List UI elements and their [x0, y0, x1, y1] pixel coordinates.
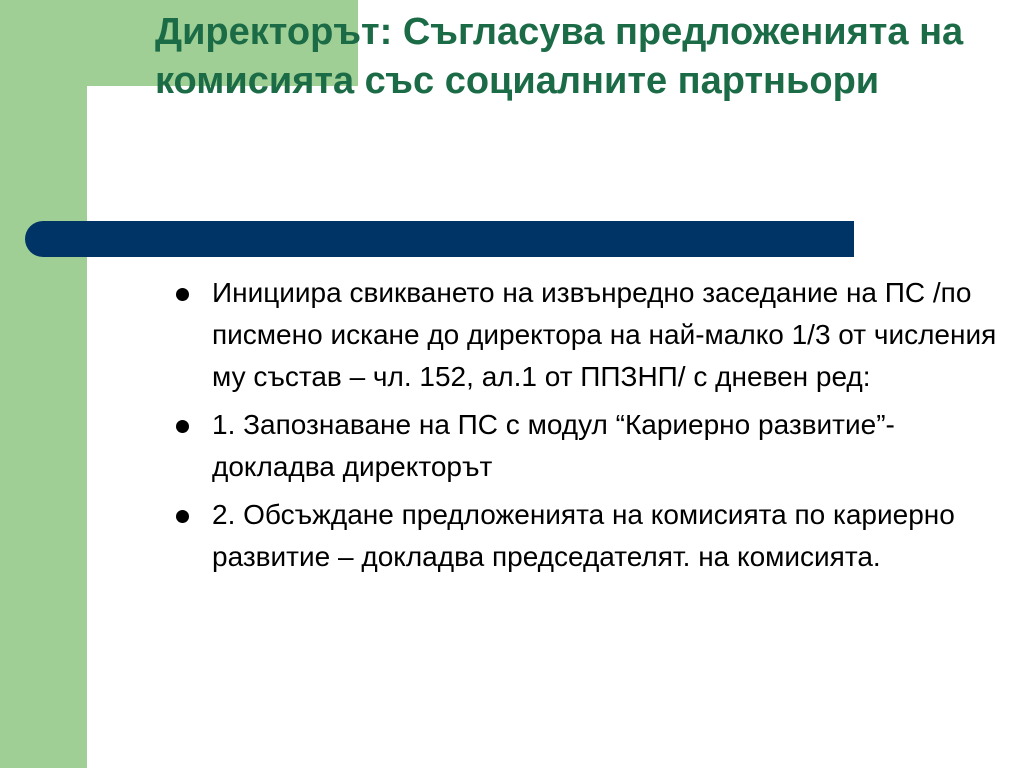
bullet-text: Инициира свикването на извънредно заседание на ПС /по писмено искане до директора на най-малко 1/3 от числения му състав – чл. 152, ал.1 от ППЗНП/ с дневен ред:: [212, 277, 997, 392]
bullet-dot-icon: [176, 420, 189, 433]
bullet-item: [172, 494, 1012, 578]
bullet-dot-icon: [176, 288, 189, 301]
divider-bar: [25, 221, 854, 257]
bullet-item: [172, 404, 1012, 488]
bullet-text: 2. Обсъждане предложенията на комисията по кариерно развитие – докладва председателят. на комисията.: [212, 499, 955, 572]
bullet-list: [172, 272, 1012, 584]
slide-title: Директорът: Съгласува предложенията на комисията със социалните партньори: [155, 11, 964, 102]
bullet-item: [172, 272, 1012, 398]
bullet-dot-icon: [176, 510, 189, 523]
left-accent-bar: [0, 0, 87, 768]
bullet-text: 1. Запознаване на ПС с модул “Кариерно развитие”- докладва директорът: [212, 409, 895, 482]
